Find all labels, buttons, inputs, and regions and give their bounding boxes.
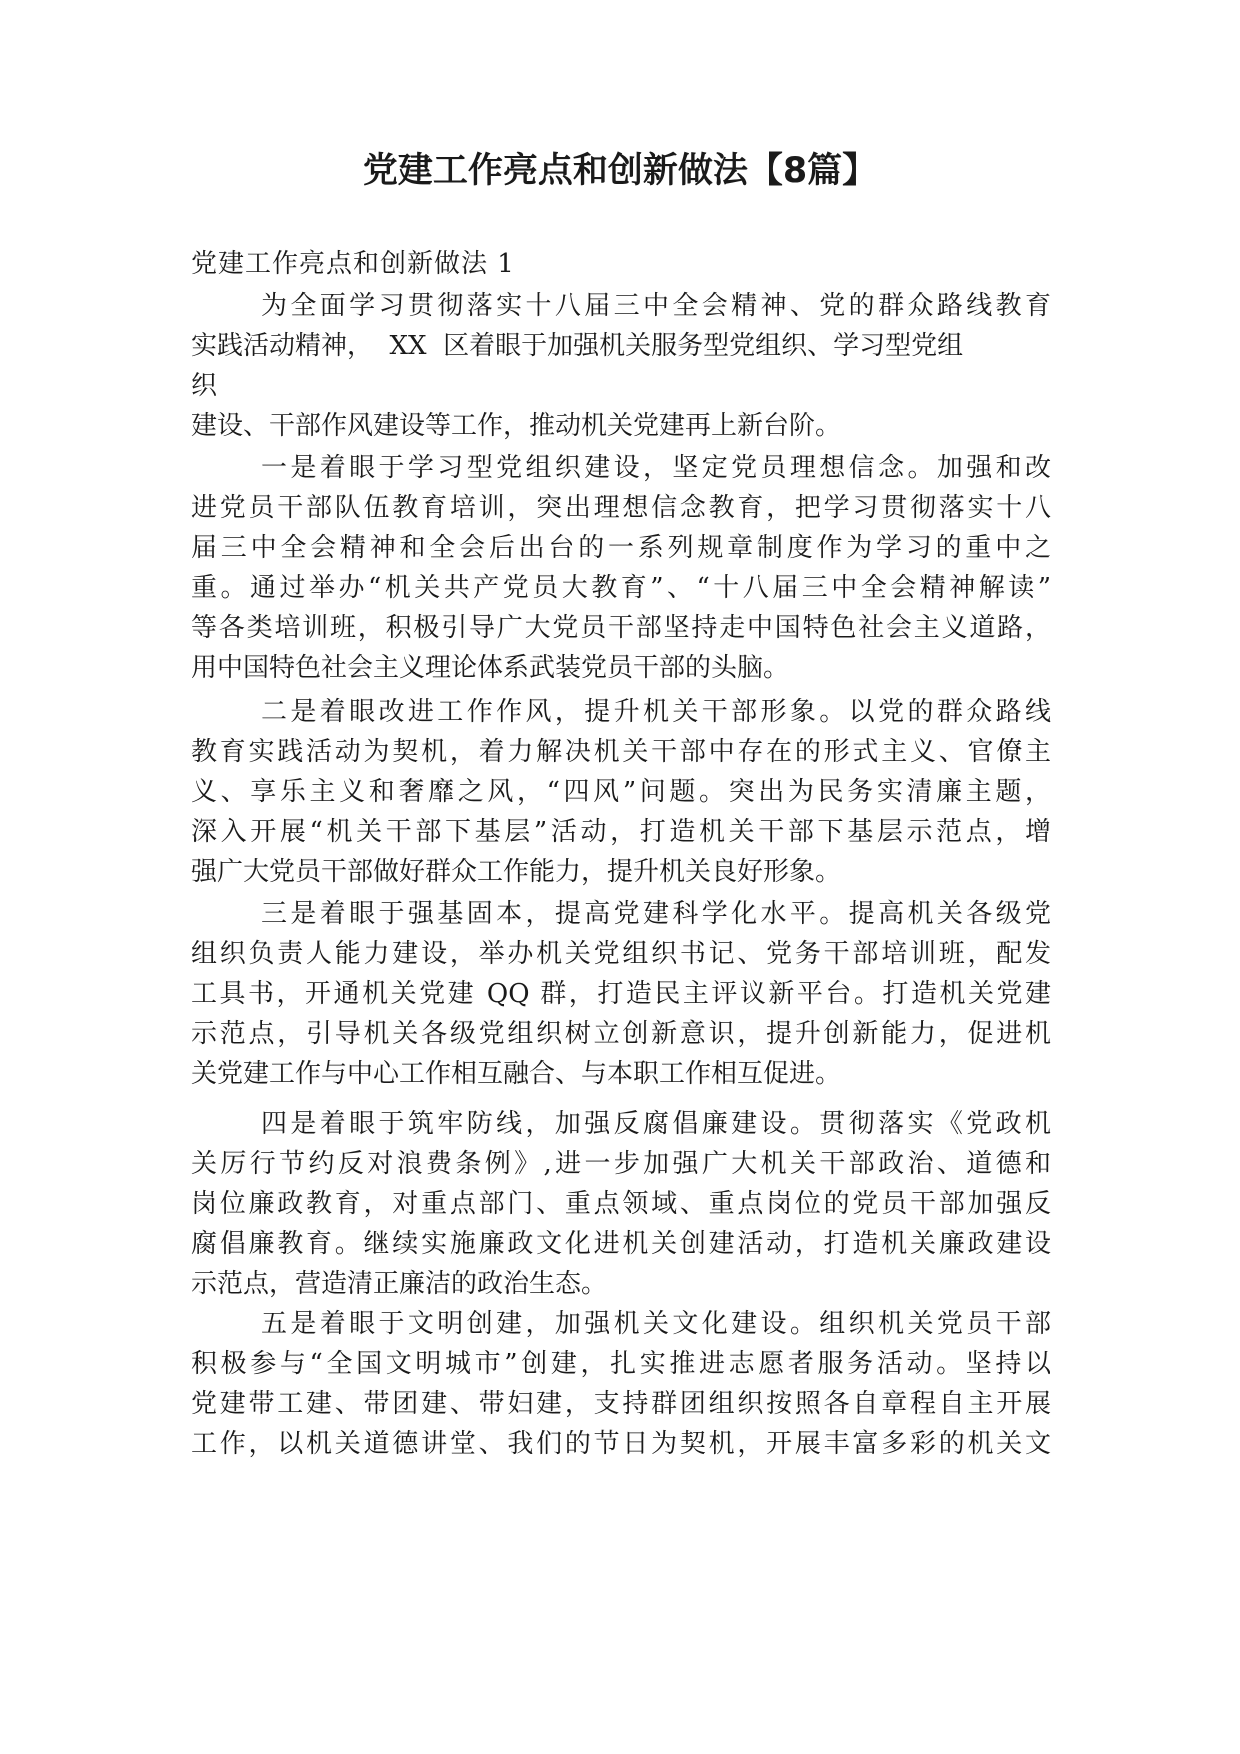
- paragraph-line: 等各类培训班，积极引导广大党员干部坚持走中国特色社会主义道路，: [191, 613, 1051, 643]
- paragraph-line: 岗位廉政教育，对重点部门、重点领域、重点岗位的党员干部加强反: [191, 1189, 1051, 1219]
- paragraph-line: 用中国特色社会主义理论体系武装党员干部的头脑。: [191, 653, 790, 683]
- paragraph-line: 四是着眼于筑牢防线，加强反腐倡廉建设。贯彻落实《党政机: [261, 1109, 1051, 1139]
- paragraph-2: [191, 448, 1051, 688]
- paragraph-line: 教育实践活动为契机，着力解决机关干部中存在的形式主义、官僚主: [191, 737, 1051, 767]
- paragraph-line: 党建带工建、带团建、带妇建，支持群团组织按照各自章程自主开展: [191, 1389, 1051, 1419]
- paragraph-line: 进党员干部队伍教育培训，突出理想信念教育，把学习贯彻落实十八: [191, 493, 1051, 523]
- paragraph-6: [191, 1304, 1051, 1464]
- paragraph-line: 建设、干部作风建设等工作，推动机关党建再上新台阶。: [191, 411, 842, 441]
- paragraph-line: 重。通过举办“机关共产党员大教育”、“十八届三中全会精神解读”: [191, 573, 1051, 603]
- paragraph-line: 示范点，营造清正廉洁的政治生态。: [191, 1269, 608, 1299]
- paragraph-line: 强广大党员干部做好群众工作能力，提升机关良好形象。: [191, 857, 842, 887]
- paragraph-line: 工作，以机关道德讲堂、我们的节日为契机，开展丰富多彩的机关文: [191, 1429, 1051, 1459]
- paragraph-4: [191, 894, 1051, 1094]
- paragraph-line: 深入开展“机关干部下基层”活动，打造机关干部下基层示范点，增: [191, 817, 1051, 847]
- paragraph-line: 三是着眼于强基固本，提高党建科学化水平。提高机关各级党: [261, 899, 1051, 929]
- paragraph-5: [191, 1104, 1051, 1304]
- section-heading: 党建工作亮点和创新做法 1: [191, 249, 515, 279]
- paragraph-line: 关党建工作与中心工作相互融合、与本职工作相互促进。: [191, 1059, 842, 1089]
- paragraph-line: 实践活动精神， XX 区着眼于加强机关服务型党组织、学习型党组: [191, 331, 964, 361]
- paragraph-line: 工具书，开通机关党建 QQ 群，打造民主评议新平台。打造机关党建: [191, 979, 1051, 1009]
- paragraph-line: 为全面学习贯彻落实十八届三中全会精神、党的群众路线教育: [261, 291, 1051, 321]
- paragraph-line: 积极参与“全国文明城市”创建，扎实推进志愿者服务活动。坚持以: [191, 1349, 1051, 1379]
- paragraph-line: 五是着眼于文明创建，加强机关文化建设。组织机关党员干部: [261, 1309, 1051, 1339]
- paragraph-line: 一是着眼于学习型党组织建设，坚定党员理想信念。加强和改: [261, 453, 1051, 483]
- paragraph-line: 腐倡廉教育。继续实施廉政文化进机关创建活动，打造机关廉政建设: [191, 1229, 1051, 1259]
- paragraph-line: 组织负责人能力建设，举办机关党组织书记、党务干部培训班，配发: [191, 939, 1051, 969]
- paragraph-line: 关厉行节约反对浪费条例》,进一步加强广大机关干部政治、道德和: [191, 1149, 1051, 1179]
- paragraph-3: [191, 692, 1051, 892]
- paragraph-line: 义、享乐主义和奢靡之风，“四风”问题。突出为民务实清廉主题，: [191, 777, 1051, 807]
- document-title: 党建工作亮点和创新做法【8篇】: [362, 151, 878, 191]
- paragraph-line: 织: [191, 371, 218, 401]
- paragraph-line: 届三中全会精神和全会后出台的一系列规章制度作为学习的重中之: [191, 533, 1051, 563]
- paragraph-1: [191, 286, 1051, 446]
- paragraph-line: 示范点，引导机关各级党组织树立创新意识，提升创新能力，促进机: [191, 1019, 1051, 1049]
- paragraph-line: 二是着眼改进工作作风，提升机关干部形象。以党的群众路线: [261, 697, 1051, 727]
